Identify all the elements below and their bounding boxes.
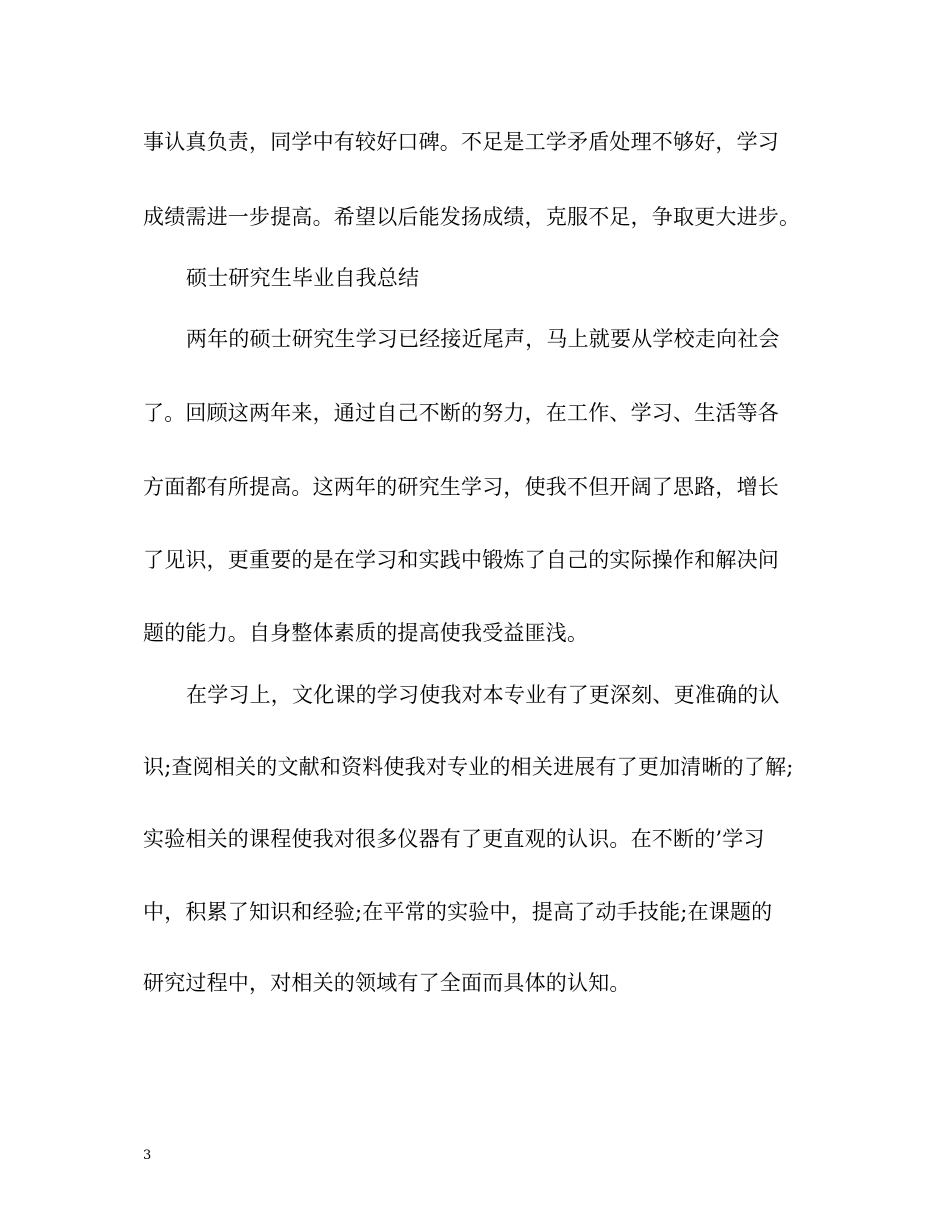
text-line: 研究过程中，对相关的领域有了全面而具体的认知。 [143, 971, 631, 995]
text-line: 中，积累了知识和经验;在平常的实验中，提高了动手技能;在课题的 [143, 900, 773, 924]
page-number: 3 [143, 1148, 152, 1163]
text-line: 实验相关的课程使我对很多仪器有了更直观的认识。在不断的’学习 [143, 827, 765, 851]
text-line: 事认真负责，同学中有较好口碑。不足是工学矛盾处理不够好，学习 [143, 130, 779, 154]
text-line: 方面都有所提高。这两年的研究生学习，使我不但开阔了思路，增长 [143, 475, 779, 499]
text-line: 了。回顾这两年来，通过自己不断的努力，在工作、学习、生活等各 [143, 401, 779, 425]
paragraph-first-line: 在学习上，文化课的学习使我对本专业有了更深刻、更准确的认 [186, 683, 780, 707]
text-line: 题的能力。自身整体素质的提高使我受益匪浅。 [143, 621, 589, 645]
text-line: 识;查阅相关的文献和资料使我对专业的相关进展有了更加清晰的了解; [143, 755, 794, 779]
section-heading: 硕士研究生毕业自我总结 [186, 266, 420, 290]
text-line: 了见识，更重要的是在学习和实践中锻炼了自己的实际操作和解决问 [143, 548, 779, 572]
text-line: 成绩需进一步提高。希望以后能发扬成绩，克服不足，争取更大进步。 [143, 205, 801, 229]
paragraph-first-line: 两年的硕士研究生学习已经接近尾声，马上就要从学校走向社会 [186, 327, 780, 351]
